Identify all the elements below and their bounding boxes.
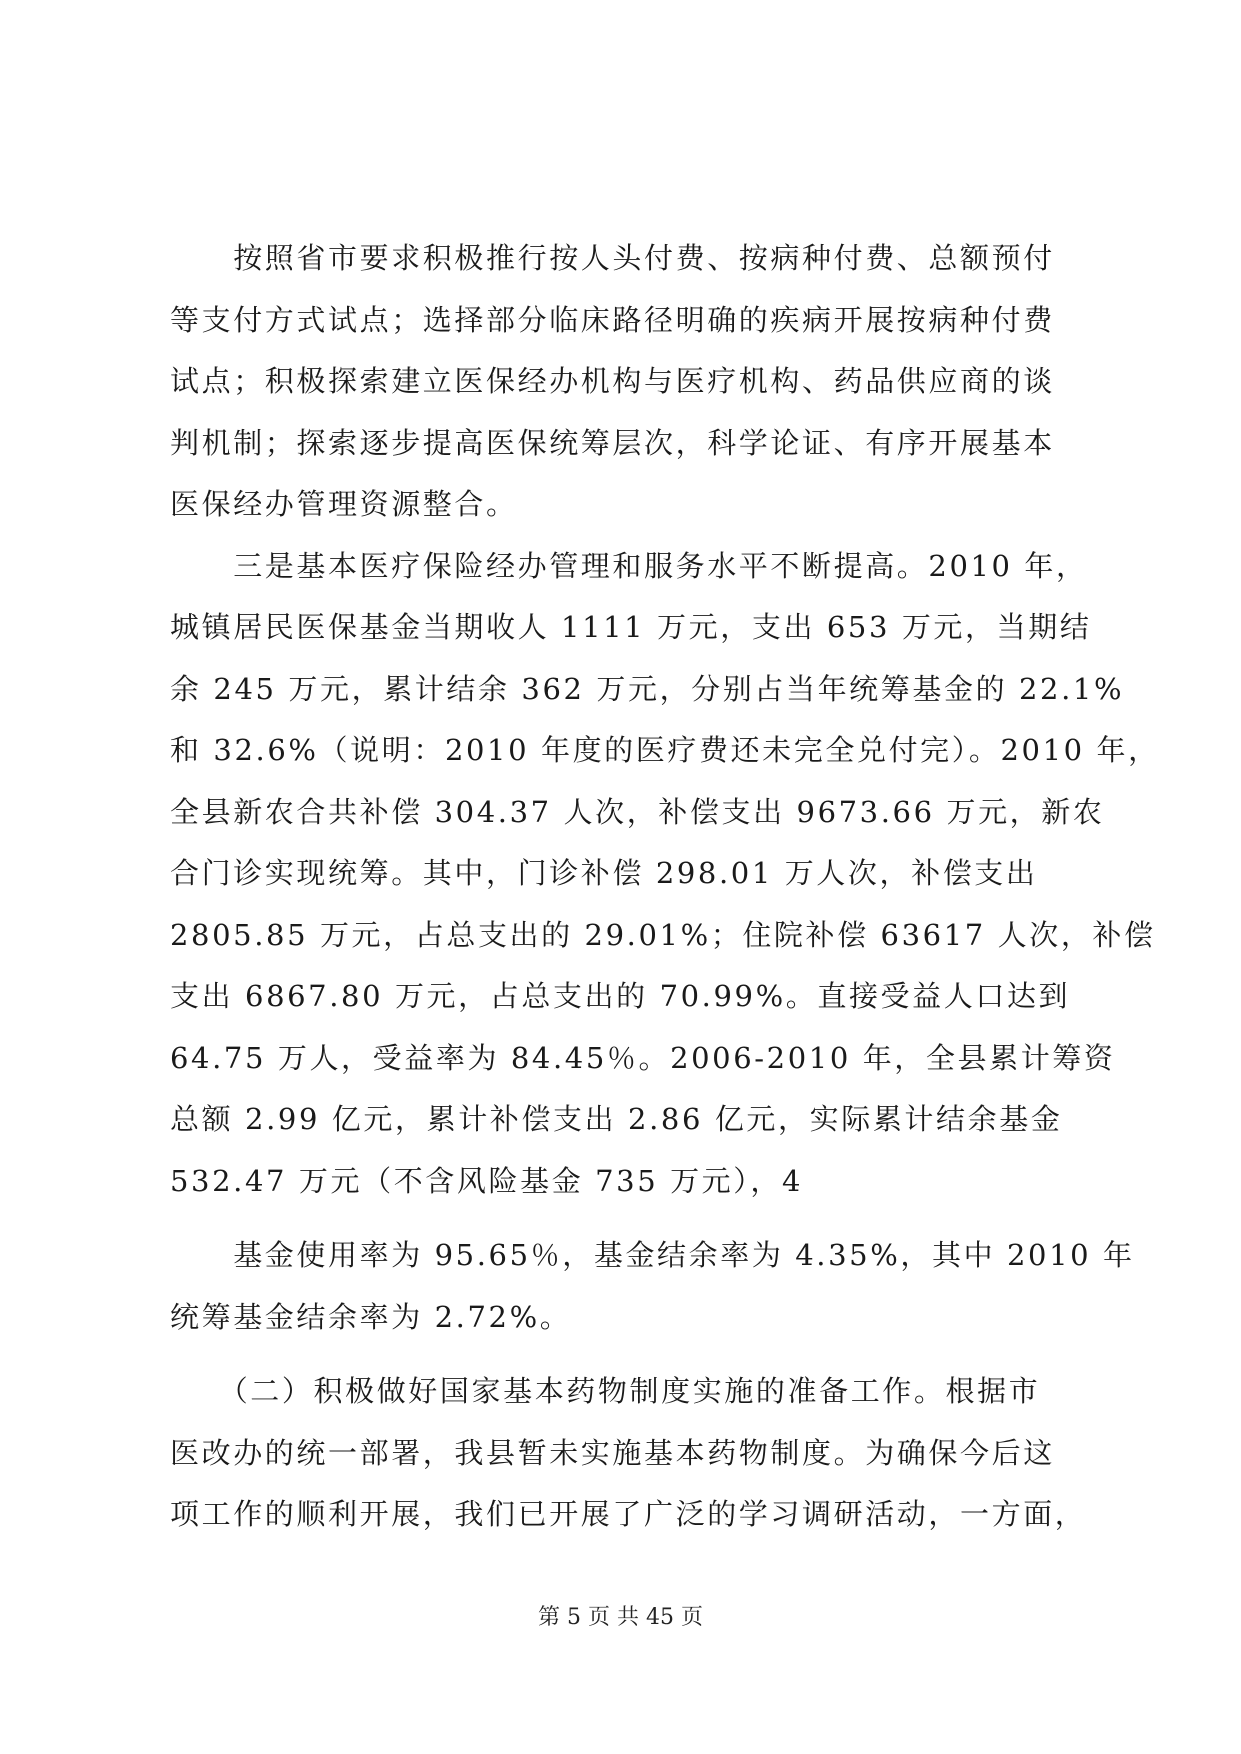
text-line: （二）积极做好国家基本药物制度实施的准备工作。根据市	[170, 1374, 1041, 1408]
text-line: 统筹基金结余率为 2.72%。	[170, 1299, 572, 1334]
text-line: 项工作的顺利开展，我们已开展了广泛的学习调研活动，一方面，	[170, 1497, 1087, 1531]
text-line: 医改办的统一部署，我县暂未实施基本药物制度。为确保今后这	[170, 1435, 1055, 1470]
text-line: 城镇居民医保基金当期收人 1111 万元，支出 653 万元，当期结	[170, 610, 1092, 644]
text-line: 三是基本医疗保险经办管理和服务水平不断提高。2010 年，	[170, 548, 1088, 583]
text-line: 基金使用率为 95.65％，基金结余率为 4.35%，其中 2010 年	[170, 1238, 1135, 1272]
text-line: 和 32.6%（说明：2010 年度的医疗费还未完全兑付完）。2010 年，	[170, 733, 1160, 767]
text-line: 64.75 万人，受益率为 84.45％。2006-2010 年，全县累计筹资	[170, 1040, 1116, 1075]
text-line: 532.47 万元（不含风险基金 735 万元），4	[170, 1163, 804, 1198]
text-line: 按照省市要求积极推行按人头付费、按病种付费、总额预付	[170, 241, 1055, 275]
text-line: 等支付方式试点；选择部分临床路径明确的疾病开展按病种付费	[170, 302, 1055, 337]
text-line: 医保经办管理资源整合。	[170, 487, 518, 521]
text-line: 支出 6867.80 万元，占总支出的 70.99%。直接受益人口达到	[170, 979, 1071, 1013]
text-line: 判机制；探索逐步提高医保统筹层次，科学论证、有序开展基本	[170, 425, 1055, 460]
page-number-indicator: 第 5 页 共 45 页	[538, 1605, 703, 1630]
page-footer	[0, 1600, 1241, 1631]
text-line: 余 245 万元，累计结余 362 万元，分别占当年统筹基金的 22.1%	[170, 671, 1125, 706]
text-line: 2805.85 万元，占总支出的 29.01%；住院补偿 63617 人次，补偿	[170, 917, 1156, 952]
text-line: 全县新农合共补偿 304.37 人次，补偿支出 9673.66 万元，新农	[170, 794, 1105, 829]
text-line: 总额 2.99 亿元，累计补偿支出 2.86 亿元，实际累计结余基金	[170, 1102, 1063, 1136]
text-line: 合门诊实现统筹。其中，门诊补偿 298.01 万人次，补偿支出	[170, 856, 1038, 890]
text-line: 试点；积极探索建立医保经办机构与医疗机构、药品供应商的谈	[170, 364, 1055, 398]
document-body	[170, 228, 1160, 1546]
